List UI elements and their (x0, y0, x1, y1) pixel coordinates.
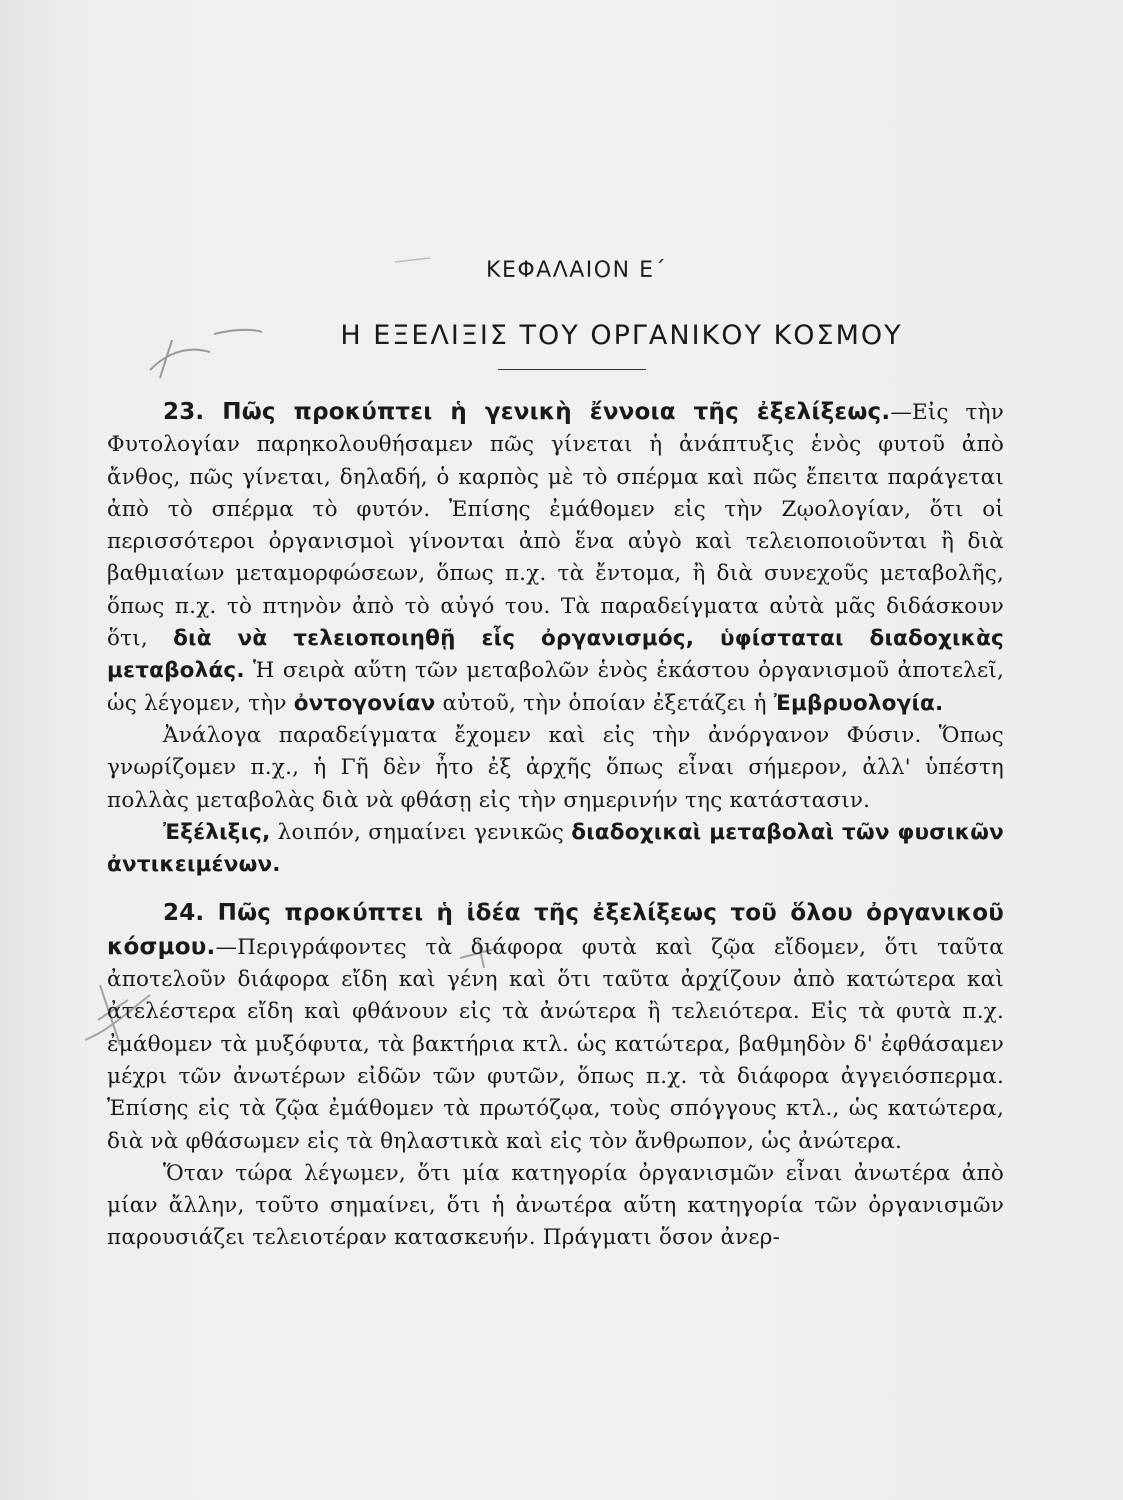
text-run: —Εἰς τὴν Φυτολογίαν παρηκολουθήσαμεν πῶς γίνεται ἡ ἀνάπτυξις ἑνὸς φυτοῦ ἀπὸ ἄνθος, πῶς γίνεται, δηλαδή, ὁ καρπὸς μὲ τὸ σπέρμα καὶ πῶς ἔπειτα παράγεται ἀπὸ τὸ σπέρμα τὸ φυτόν. Ἐπίσης ἐμάθομεν εἰς τὴν Ζῳολογίαν, ὅτι οἱ περισσότεροι ὀργανισμοὶ γίνονται ἀπὸ ἕνα αὐγὸ καὶ τελειοποιοῦνται ἢ διὰ βαθμιαίων μεταμορφώσεων, ὅπως π.χ. τὰ ἔντομα, ἢ διὰ συνεχοῦς μεταβολῆς, ὅπως π.χ. τὸ πτηνὸν ἀπὸ τὸ αὐγό του. Τὰ παραδείγματα αὐτὰ μᾶς διδάσκουν ὅτι, (107, 400, 1004, 652)
chapter-label: ΚΕΦΑΛΑΙΟΝ Ε΄ (486, 258, 667, 283)
emphasis-text: ὀντογονίαν (293, 690, 436, 716)
text-run: —Περιγράφοντες τὰ διάφορα φυτὰ καὶ ζῷα εἴδομεν, ὅτι ταῦτα ἀποτελοῦν διάφορα εἴδη καὶ γένη καὶ ὅτι ταῦτα ἀρχίζουν ἀπὸ κατώτερα καὶ ἀτελέστερα εἴδη καὶ φθάνουν εἰς τὰ ἀνώτερα ἢ τελειότερα. Εἰς τὰ φυτὰ π.χ. ἐμάθομεν τὰ μυξόφυτα, τὰ βακτήρια κτλ. ὡς κατώτερα, βαθμηδὸν δ' ἐφθάσαμεν μέχρι τῶν ἀνωτέρων εἰδῶν τῶν φυτῶν, ὅπως π.χ. τὰ διάφορα ἀγγειόσπερμα. Ἐπίσης εἰς τὰ ζῷα ἐμάθομεν τὰ πρωτόζῳα, τοὺς σπόγγους κτλ., ὡς κατώτερα, διὰ νὰ φθάσωμεν εἰς τὰ θηλαστικὰ καὶ εἰς τὸν ἄνθρωπον, ὡς ἀνώτερα. (107, 934, 1004, 1154)
emphasis-text: διαδοχικαὶ μεταβολαὶ τῶν φυσικῶν ἀντικειμένων. (107, 819, 1004, 878)
paragraph: Ὅταν τώρα λέγωμεν, ὅτι μία κατηγορία ὀργανισμῶν εἶναι ἀνωτέρα ἀπὸ μίαν ἄλλην, τοῦτο σημαίνει, ὅτι ἡ ἀνωτέρα αὕτη κατηγορία τῶν ὀργανισμῶν παρουσιάζει τελειοτέραν κατασκευήν. Πράγματι ὅσον ἀνερ- (107, 1160, 1004, 1251)
emphasis-text: Ἐμβρυολογία. (773, 690, 944, 716)
emphasis-text: διὰ νὰ τελειοποιηθῇ εἷς ὀργανισμός, ὑφίσταται διαδοχικὰς μεταβολάς. (107, 626, 1004, 684)
section-24-heading: 24. Πῶς προκύπτει ἡ ἰδέα τῆς ἐξελίξεως τοῦ ὅλου ὀργανικοῦ κόσμου. (107, 900, 1004, 960)
section-23-paragraph (107, 396, 1004, 720)
paragraph: Ἀνάλογα παραδείγματα ἔχομεν καὶ εἰς τὴν ἀνόργανον Φύσιν. Ὅπως γνωρίζομεν π.χ., ἡ Γῆ δὲν ἦτο ἐξ ἀρχῆς ὅπως εἶναι σήμερον, ἀλλ' ὑπέστη πολλὰς μεταβολὰς διὰ νὰ φθάσῃ εἰς τὴν σημερινήν της κατάστασιν. (107, 722, 1004, 813)
title-divider (498, 369, 646, 370)
definition-paragraph (107, 817, 1004, 882)
text-run: Ἡ σειρὰ αὕτη τῶν μεταβολῶν ἑνὸς ἑκάστου ὀργανισμοῦ ἀποτελεῖ, ὡς λέγομεν, τὴν (107, 658, 1004, 716)
chapter-title: Η ΕΞΕΛΙΞΙΣ ΤΟΥ ΟΡΓΑΝΙΚΟΥ ΚΟΣΜΟΥ (340, 320, 903, 351)
body-text (107, 396, 1004, 1255)
emphasis-text: Ἐξέλιξις, (163, 819, 271, 845)
section-24-paragraph (107, 897, 1004, 1157)
text-run: λοιπόν, σημαίνει γενικῶς (270, 819, 572, 845)
section-23-heading: 23. Πῶς προκύπτει ἡ γενικὴ ἔννοια τῆς ἐξελίξεως. (163, 399, 891, 425)
text-run: αὐτοῦ, τὴν ὁποίαν ἐξετάζει ἡ (435, 690, 774, 716)
